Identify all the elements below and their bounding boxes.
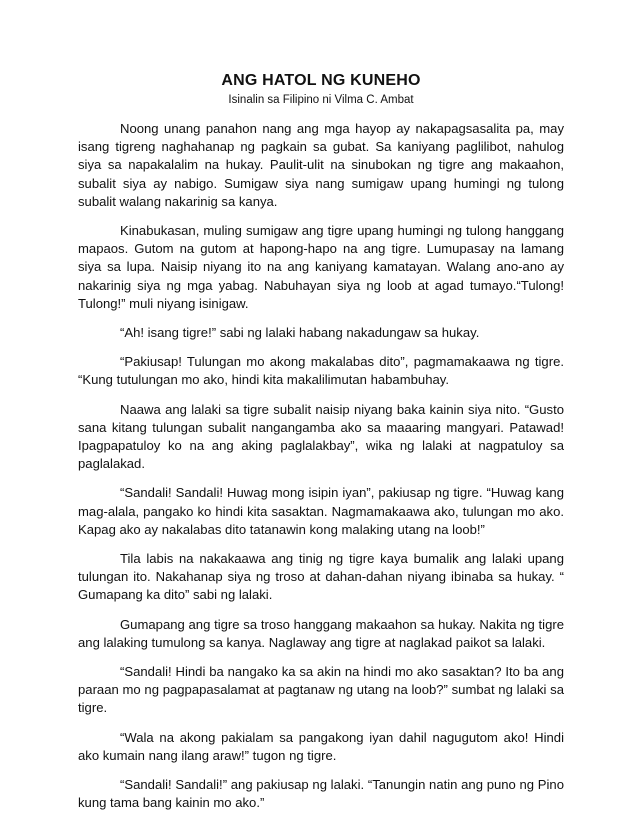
document-subtitle: Isinalin sa Filipino ni Vilma C. Ambat [228,94,414,106]
document-title: ANG HATOL NG KUNEHO [221,72,421,89]
paragraph: “Sandali! Sandali!” ang pakiusap ng lalaki. “Tanungin natin ang puno ng Pino kung tama bang kainin mo ako.” [78,777,564,811]
paragraph: Kinabukasan, muling sumigaw ang tigre upang humingi ng tulong hanggang mapaos. Gutom na gutom at hapong-hapo na ang tigre. Lumupasay na lamang siya sa lupa. Naisip niyang ito na ang kaniyang kamatayan. Walang ano-ano ay nakarinig siya ng mga yabag. Nabuhayan siya ng loob at agad tumayo.“Tulong! Tulong!” muli niyang isinigaw. [78,223,564,311]
paragraph: Naawa ang lalaki sa tigre subalit naisip niyang baka kainin siya nito. “Gusto sana kitang tulungan subalit nangangamba ako sa maaaring mangyari. Patawad! Ipagpapatuloy ko na ang aking paglalakbay”, wika ng lalaki at nagpatuloy sa paglalakad. [78,401,564,472]
paragraph: Noong unang panahon nang ang mga hayop ay nakapagsasalita pa, may isang tigreng naghahanap ng pagkain sa gubat. Sa kaniyang paglilibot, nahulog siya sa napakalalim na hukay. Paulit-ulit na sinubokan ng tigre ang makaahon, subalit siya ay nabigo. Sumigaw siya nang sumigaw upang humingi ng tulong subalit walang nakarinig sa kanya. [78,121,564,209]
paragraph: “Wala na akong pakialam sa pangakong iyan dahil nagugutom ako! Hindi ako kumain nang ilang araw!” tugon ng tigre. [78,729,564,763]
paragraph: Gumapang ang tigre sa troso hanggang makaahon sa hukay. Nakita ng tigre ang lalaking tumulong sa kanya. Naglaway ang tigre at naglakad paikot sa lalaki. [78,616,564,650]
paragraph: “Sandali! Hindi ba nangako ka sa akin na hindi mo ako sasaktan? Ito ba ang paraan mo ng pagpapasalamat at pagtanaw ng utang na loob?” sumbat ng lalaki sa tigre. [78,664,564,716]
paragraph: Tila labis na nakakaawa ang tinig ng tigre kaya bumalik ang lalaki upang tulungan ito. Nakahanap siya ng troso at dahan-dahan niyang ibinaba sa hukay. “ Gumapang ka dito” sabi ng lalaki. [78,551,564,603]
paragraph: “Sandali! Sandali! Huwag mong isipin iyan”, pakiusap ng tigre. “Huwag kang mag-alala, pangako ko hindi kita sasaktan. Nagmamakaawa ako, tulungan mo ako. Kapag ako ay nakalabas dito tatanawin kong malaking utang na loob!” [78,485,564,537]
paragraph: “Ah! isang tigre!” sabi ng lalaki habang nakadungaw sa hukay. [120,325,480,341]
paragraph: “Pakiusap! Tulungan mo akong makalabas dito”, pagmamakaawa ng tigre. “Kung tutulungan mo ako, hindi kita makalilimutan habambuhay. [78,354,564,388]
